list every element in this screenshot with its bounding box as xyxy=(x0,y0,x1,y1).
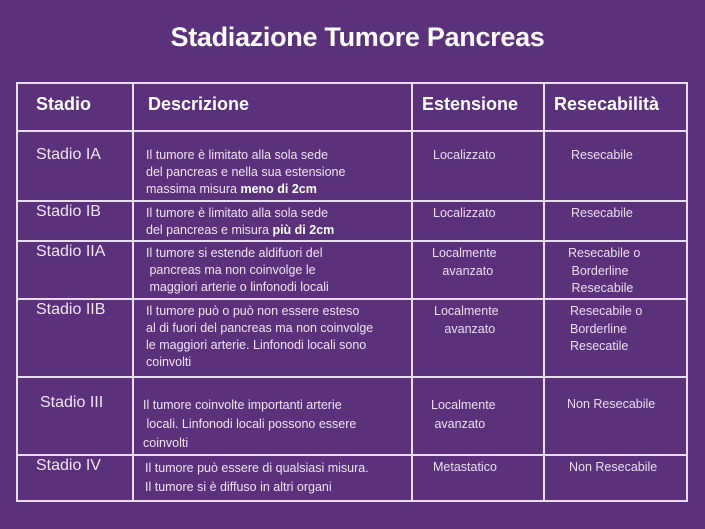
stage-label: Stadio III xyxy=(40,394,104,411)
table-border-top xyxy=(16,82,688,84)
stage-resectability: Resecabile xyxy=(571,206,633,220)
header-resecabilita: Resecabilità xyxy=(554,94,660,114)
stage-description: Il tumore può o può non essere esteso al di fuori del pancreas ma non coinvolge le maggiori arterie. Linfonodi locali sono coinvolti xyxy=(146,304,374,369)
column-divider xyxy=(543,82,545,502)
stage-label: Stadio IIA xyxy=(36,243,106,260)
stage-label: Stadio IV xyxy=(36,457,101,474)
row-divider xyxy=(16,200,688,202)
stage-resectability: Non Resecabile xyxy=(569,460,658,474)
row-divider xyxy=(16,240,688,242)
table-border-bottom xyxy=(16,500,688,502)
row-divider xyxy=(16,298,688,300)
stage-extension: Localizzato xyxy=(433,206,496,220)
stage-extension: Localmente avanzato xyxy=(431,398,496,431)
header-divider xyxy=(16,130,688,132)
header-estensione: Estensione xyxy=(422,94,519,114)
stage-description: Il tumore coinvolte importanti arterie locali. Linfonodi locali possono essere coinvolti xyxy=(143,398,357,450)
stage-description: Il tumore può essere di qualsiasi misura. Il tumore si è diffuso in altri organi xyxy=(145,461,369,494)
stage-extension: Metastatico xyxy=(433,460,497,474)
header-stadio: Stadio xyxy=(36,94,92,114)
row-divider xyxy=(16,454,688,456)
column-divider xyxy=(411,82,413,502)
stage-resectability: Resecabile o Borderline Resecabile xyxy=(568,246,641,295)
header-descrizione: Descrizione xyxy=(148,94,250,114)
column-divider xyxy=(132,82,134,502)
stage-extension: Localizzato xyxy=(433,148,496,162)
stage-description: Il tumore è limitato alla sola sede del pancreas e misura più di 2cm xyxy=(146,206,335,237)
stage-resectability: Resecabile o Borderline Resecatile xyxy=(570,304,643,353)
table-border-right xyxy=(686,82,688,502)
slide-title: Stadiazione Tumore Pancreas xyxy=(170,22,545,52)
staging-table xyxy=(16,82,688,502)
stage-label: Stadio IIB xyxy=(36,301,106,318)
table-border-left xyxy=(16,82,18,502)
stage-extension: Localmente avanzato xyxy=(432,246,497,278)
stage-label: Stadio IA xyxy=(36,146,101,163)
stage-extension: Localmente avanzato xyxy=(434,304,499,336)
stage-label: Stadio IB xyxy=(36,203,101,220)
stage-resectability: Non Resecabile xyxy=(567,397,656,411)
stage-description: Il tumore è limitato alla sola sede del pancreas e nella sua estensione massima misura meno di 2cm xyxy=(146,148,346,196)
row-divider xyxy=(16,376,688,378)
stage-description: Il tumore si estende aldifuori del pancreas ma non coinvolge le maggiori arterie o linfonodi locali xyxy=(146,246,329,294)
stage-resectability: Resecabile xyxy=(571,148,633,162)
